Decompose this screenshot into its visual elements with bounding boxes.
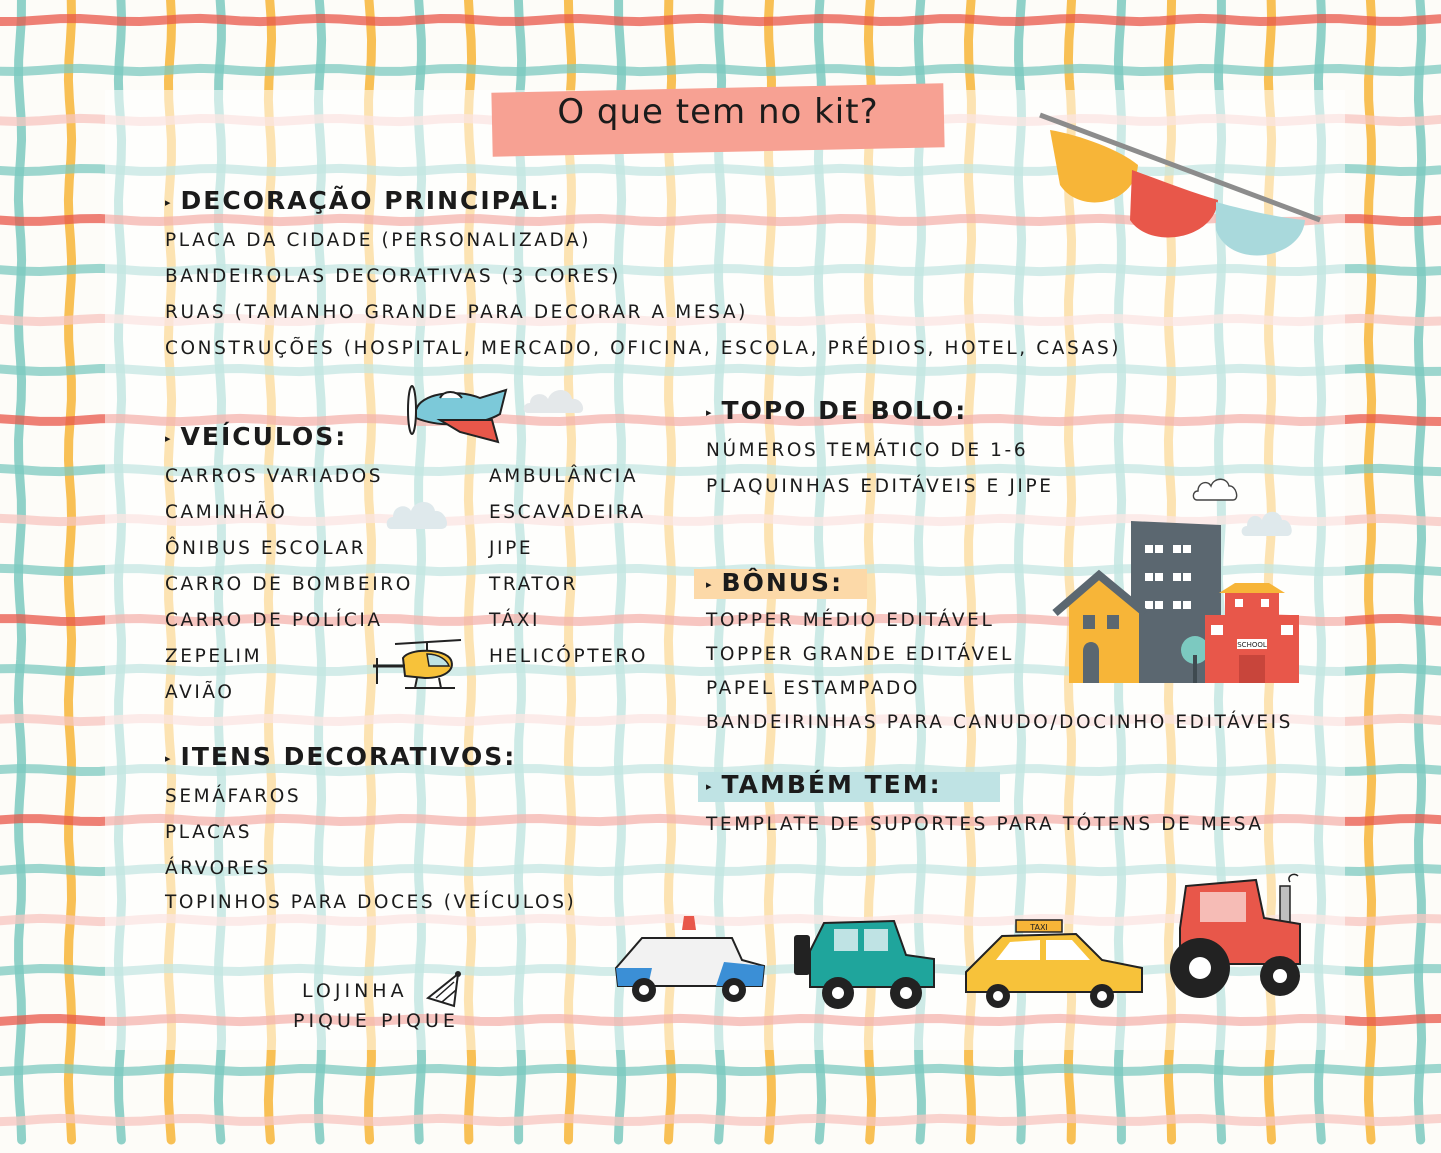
list-item: TOPPER GRANDE EDITÁVEL bbox=[706, 644, 1014, 665]
heading-itens bbox=[165, 742, 516, 771]
brand-line-1: LOJINHA bbox=[302, 980, 408, 1002]
brand-line-2: PIQUE PIQUE bbox=[293, 1010, 459, 1032]
list-item: PLACA DA CIDADE (PERSONALIZADA) bbox=[165, 230, 592, 251]
cloud-icon bbox=[522, 385, 588, 415]
plaid-stripe bbox=[0, 1068, 1440, 1071]
list-item: PLAQUINHAS EDITÁVEIS E JIPE bbox=[706, 476, 1054, 497]
heading-text: VEÍCULOS: bbox=[180, 422, 348, 451]
jeep-icon bbox=[790, 915, 940, 1013]
list-item: ESCAVADEIRA bbox=[489, 502, 646, 523]
list-item: TOPINHOS PARA DOCES (VEÍCULOS) bbox=[165, 892, 577, 913]
list-item: PAPEL ESTAMPADO bbox=[706, 678, 921, 699]
list-item: CARRO DE BOMBEIRO bbox=[165, 574, 413, 595]
list-item: AMBULÂNCIA bbox=[489, 466, 639, 487]
list-item: SEMÁFAROS bbox=[165, 786, 302, 807]
tractor-icon bbox=[1160, 868, 1310, 1008]
list-item: CAMINHÃO bbox=[165, 502, 288, 523]
bullet-icon: ▸ bbox=[706, 406, 712, 419]
list-item: RUAS (TAMANHO GRANDE PARA DECORAR A MESA) bbox=[165, 302, 748, 323]
list-item: CARROS VARIADOS bbox=[165, 466, 384, 487]
school-sign: SCHOOL bbox=[1237, 641, 1267, 649]
list-item: ZEPELIM bbox=[165, 646, 263, 667]
list-item: ÔNIBUS ESCOLAR bbox=[165, 538, 367, 559]
plaid-stripe bbox=[0, 68, 1440, 71]
heading-text: TOPO DE BOLO: bbox=[721, 396, 968, 425]
heading-veiculos bbox=[165, 422, 347, 451]
heading-bonus bbox=[706, 568, 843, 597]
list-item: BANDEIRINHAS PARA CANUDO/DOCINHO EDITÁVEIS bbox=[706, 712, 1294, 733]
helicopter-icon bbox=[365, 636, 465, 696]
list-item: ÁRVORES bbox=[165, 858, 271, 879]
bullet-icon: ▸ bbox=[706, 578, 712, 591]
cloud-icon bbox=[1192, 476, 1240, 502]
plaid-stripe bbox=[0, 18, 1440, 21]
heading-topo bbox=[706, 396, 967, 425]
list-item: HELICÓPTERO bbox=[489, 646, 649, 667]
police-car-icon bbox=[612, 912, 768, 1006]
bullet-icon: ▸ bbox=[165, 752, 171, 765]
heading-text: DECORAÇÃO PRINCIPAL: bbox=[180, 186, 561, 215]
bullet-icon: ▸ bbox=[165, 432, 171, 445]
list-item: AVIÃO bbox=[165, 682, 235, 703]
party-hat-icon bbox=[424, 968, 464, 1008]
list-item: TEMPLATE DE SUPORTES PARA TÓTENS DE MESA bbox=[706, 814, 1264, 835]
plaid-stripe bbox=[0, 1118, 1440, 1121]
list-item: TRATOR bbox=[489, 574, 578, 595]
bullet-icon: ▸ bbox=[165, 196, 171, 209]
list-item: BANDEIROLAS DECORATIVAS (3 CORES) bbox=[165, 266, 621, 287]
list-item: CARRO DE POLÍCIA bbox=[165, 610, 383, 631]
cloud-icon bbox=[385, 497, 453, 531]
list-item: JIPE bbox=[489, 538, 534, 559]
list-item: TOPPER MÉDIO EDITÁVEL bbox=[706, 610, 995, 631]
airplane-icon bbox=[400, 380, 510, 450]
heading-text: ITENS DECORATIVOS: bbox=[180, 742, 517, 771]
taxi-sign: TAXI bbox=[1030, 923, 1048, 932]
bunting-icon bbox=[1040, 110, 1330, 270]
bullet-icon: ▸ bbox=[706, 780, 712, 793]
list-item: PLACAS bbox=[165, 822, 253, 843]
list-item: CONSTRUÇÕES (HOSPITAL, MERCADO, OFICINA, ESCOLA, PRÉDIOS, HOTEL, CASAS) bbox=[165, 338, 1122, 359]
heading-tambem bbox=[706, 770, 942, 799]
heading-text: TAMBÉM TEM: bbox=[721, 770, 942, 799]
list-item: TÁXI bbox=[489, 610, 541, 631]
heading-text: BÔNUS: bbox=[721, 568, 844, 597]
list-item: NÚMEROS TEMÁTICO DE 1-6 bbox=[706, 440, 1029, 461]
page-title: O que tem no kit? bbox=[557, 92, 879, 132]
taxi-icon bbox=[962, 920, 1148, 1008]
city-buildings-icon bbox=[1055, 515, 1305, 685]
heading-decoracao bbox=[165, 186, 561, 215]
